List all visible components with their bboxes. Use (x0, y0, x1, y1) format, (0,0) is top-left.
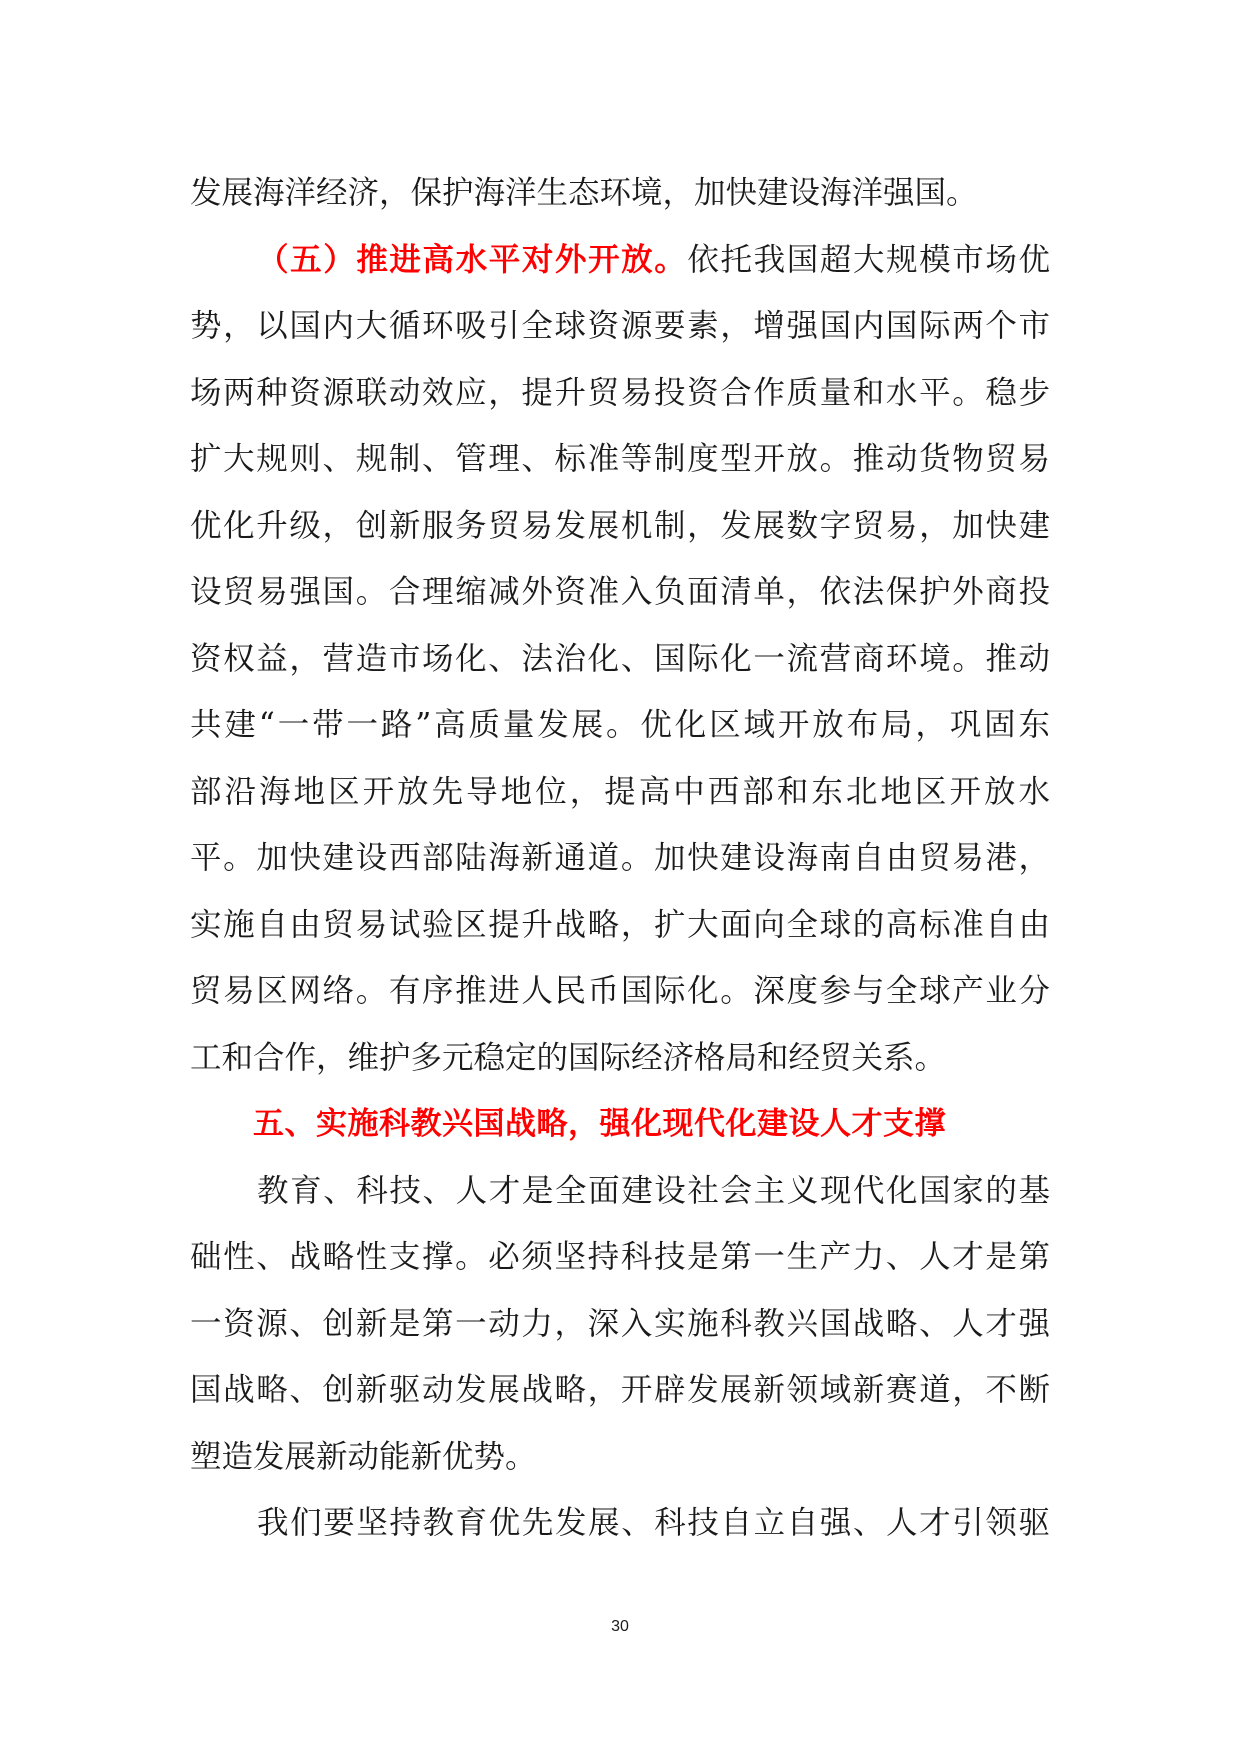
paragraph-text: 依托我国超大规模市场优 (687, 241, 1050, 278)
paragraph-line: 势，以国内大循环吸引全球资源要素，增强国内国际两个市 (190, 308, 1050, 344)
paragraph-line: 设贸易强国。合理缩减外资准入负面清单，依法保护外商投 (190, 574, 1050, 610)
paragraph-line: 发展海洋经济，保护海洋生态环境，加快建设海洋强国。 (190, 175, 978, 211)
paragraph-line: 贸易区网络。有序推进人民币国际化。深度参与全球产业分 (190, 973, 1050, 1009)
document-body (190, 160, 1050, 1557)
paragraph-line: 扩大规则、规制、管理、标准等制度型开放。推动货物贸易 (190, 441, 1050, 477)
page-number: 30 (611, 1618, 629, 1635)
paragraph-line: 塑造发展新动能新优势。 (190, 1438, 537, 1475)
paragraph-line: 共建“一带一路”高质量发展。优化区域开放布局，巩固东 (190, 707, 1050, 743)
subsection-heading: （五）推进高水平对外开放。 (257, 240, 688, 278)
paragraph-line: 我们要坚持教育优先发展、科技自立自强、人才引领驱 (257, 1505, 1050, 1541)
paragraph-line: 实施自由贸易试验区提升战略，扩大面向全球的高标准自由 (190, 906, 1050, 943)
paragraph-line: 平。加快建设西部陆海新通道。加快建设海南自由贸易港， (190, 840, 1050, 876)
paragraph-line: 础性、战略性支撑。必须坚持科技是第一生产力、人才是第 (190, 1239, 1050, 1275)
paragraph-line: 国战略、创新驱动发展战略，开辟发展新领域新赛道，不断 (190, 1372, 1050, 1408)
paragraph-line: 优化升级，创新服务贸易发展机制，发展数字贸易，加快建 (190, 507, 1050, 544)
paragraph-line: 资权益，营造市场化、法治化、国际化一流营商环境。推动 (190, 640, 1050, 677)
paragraph-line: 一资源、创新是第一动力，深入实施科教兴国战略、人才强 (190, 1305, 1050, 1342)
paragraph-line: 部沿海地区开放先导地位，提高中西部和东北地区开放水 (190, 773, 1050, 810)
paragraph-line: 工和合作，维护多元稳定的国际经济格局和经贸关系。 (190, 1039, 947, 1076)
paragraph-line: 教育、科技、人才是全面建设社会主义现代化国家的基 (257, 1172, 1050, 1209)
paragraph-line: 场两种资源联动效应，提升贸易投资合作质量和水平。稳步 (190, 374, 1050, 411)
section-heading: 五、实施科教兴国战略，强化现代化建设人才支撑 (253, 1106, 946, 1142)
paragraph-line (190, 227, 1050, 294)
